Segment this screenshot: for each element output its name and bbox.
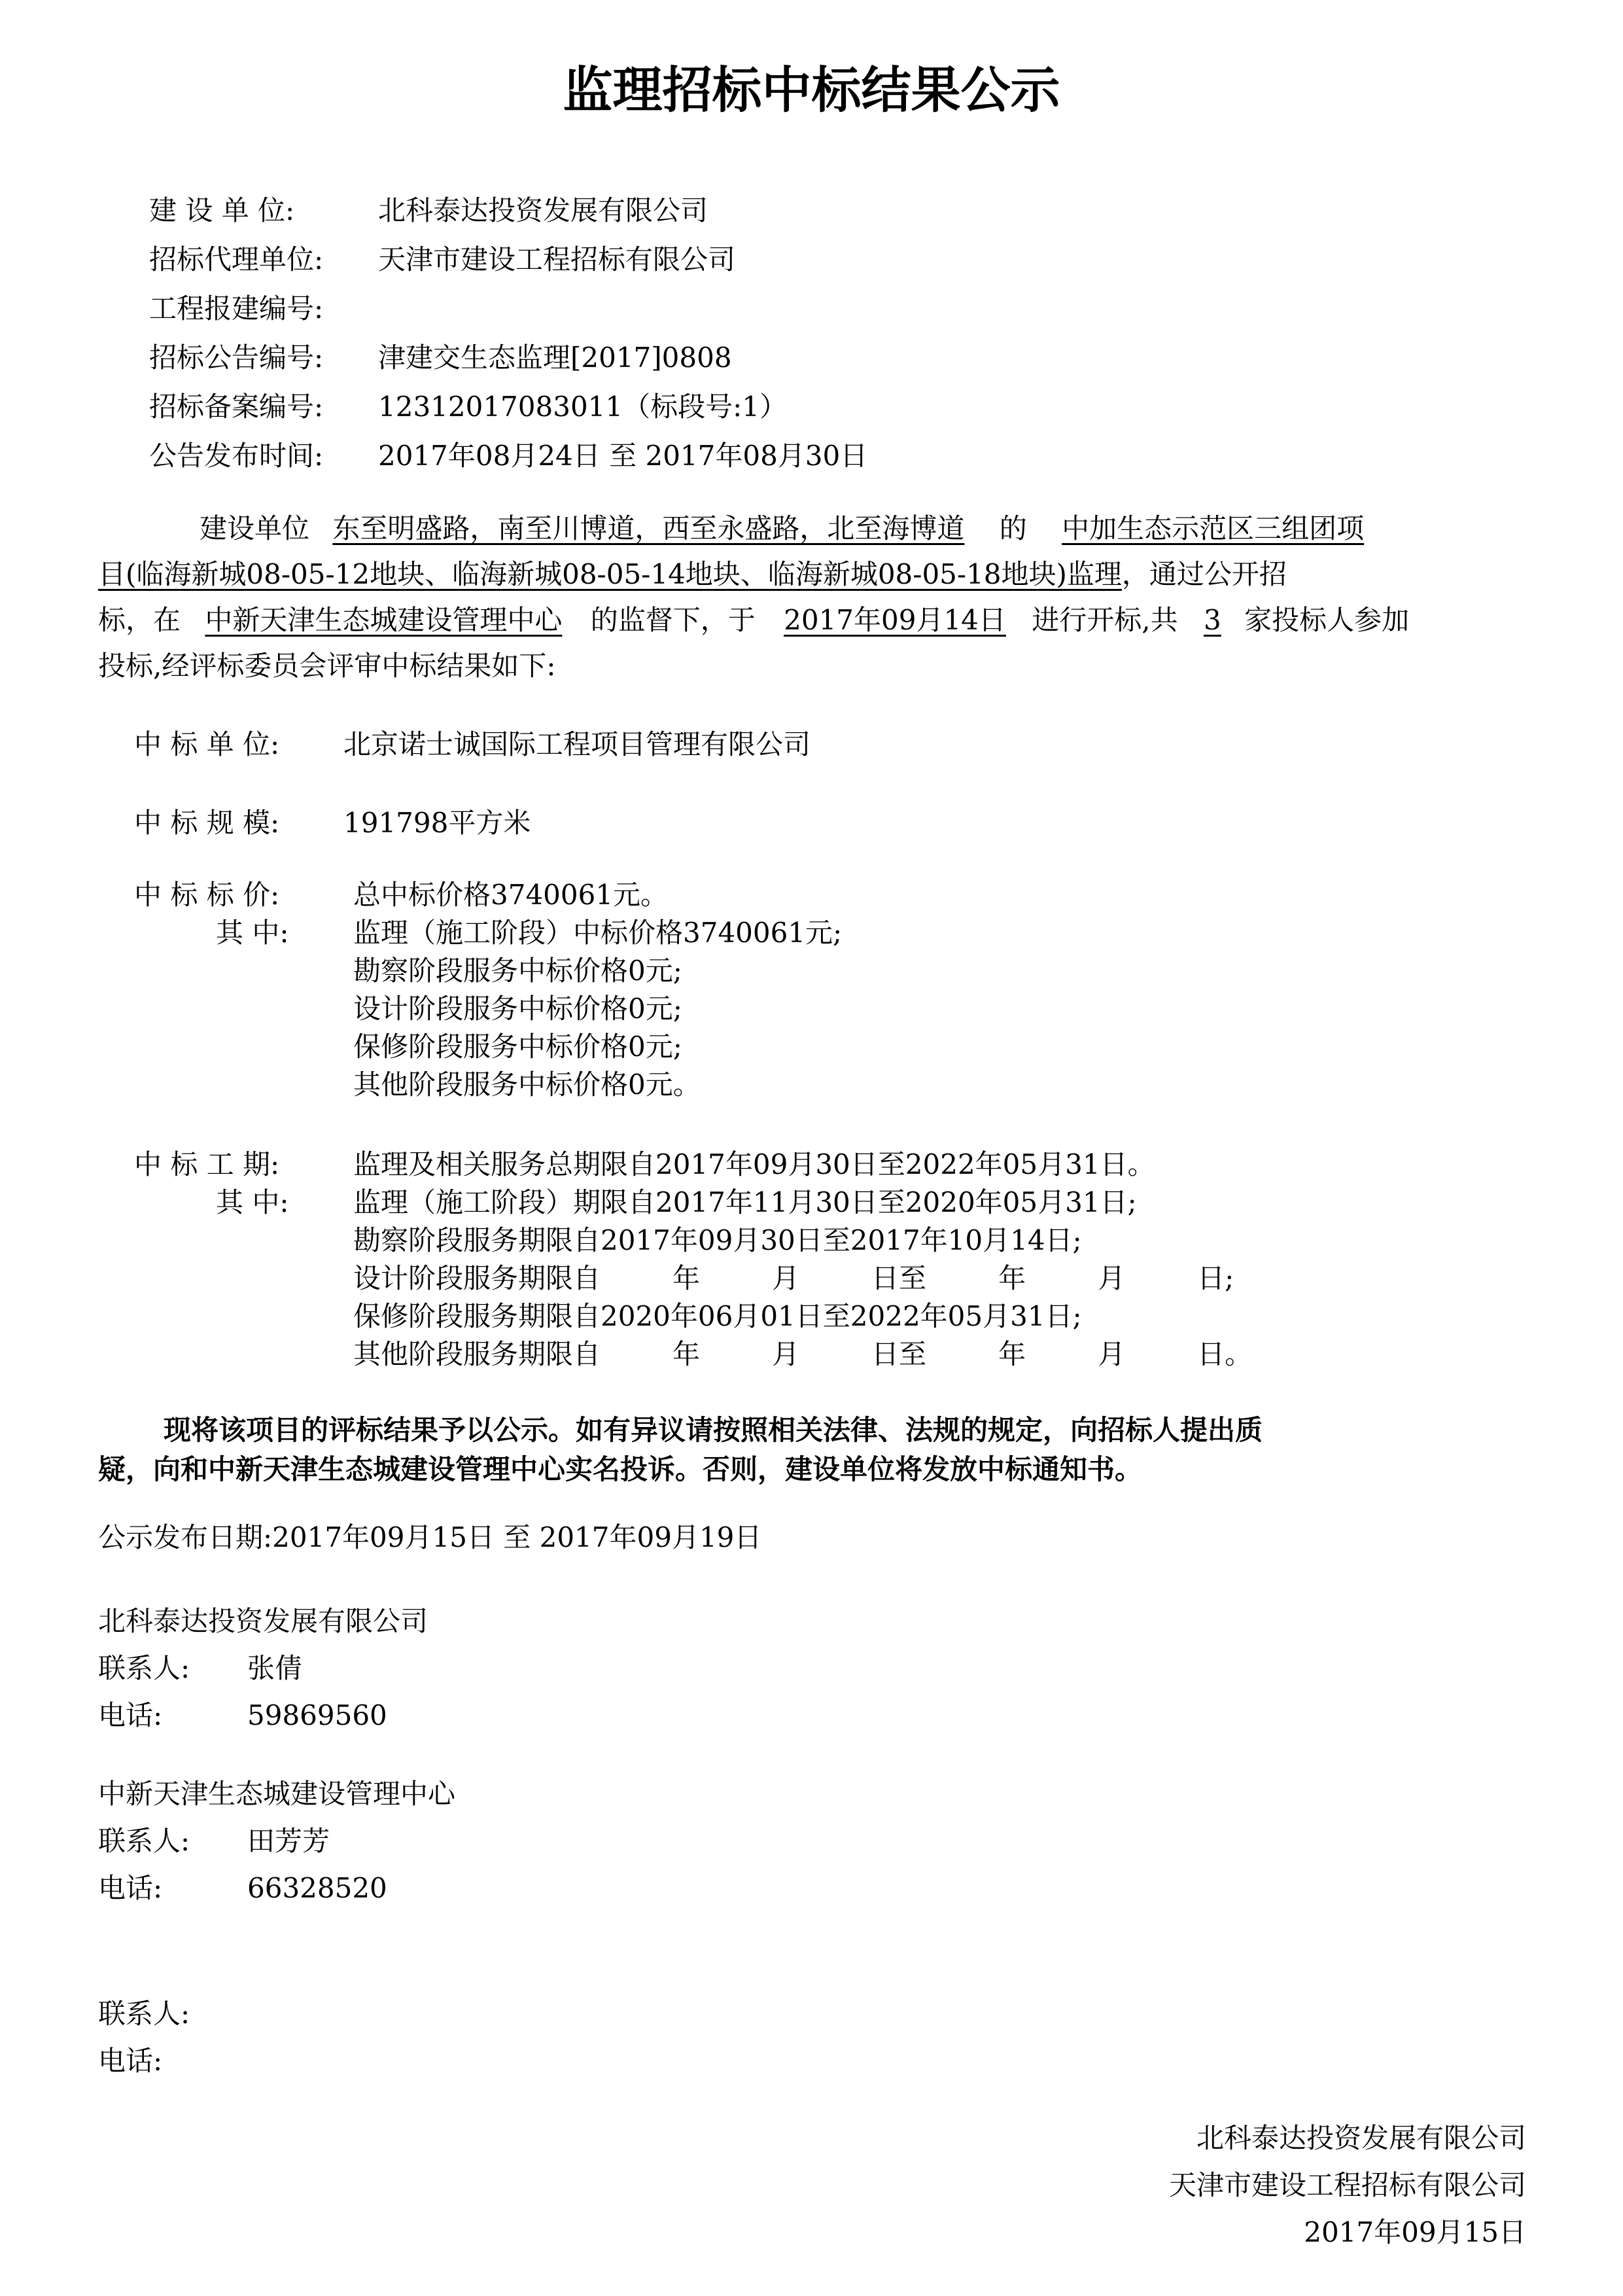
contact-person: 田芳芳 bbox=[247, 1825, 330, 1857]
contact-phone: 66328520 bbox=[247, 1872, 387, 1904]
contact-phone-label: 电话: bbox=[98, 1699, 163, 1731]
bidder-count: 3 bbox=[1203, 604, 1221, 636]
period-item: 监理（施工阶段）期限自2017年11月30日至2020年05月31日; bbox=[353, 1186, 1137, 1218]
intro-text: ，通过公开招 bbox=[1121, 558, 1287, 590]
agent-value: 天津市建设工程招标有限公司 bbox=[378, 243, 736, 275]
other-period-month: 月 bbox=[772, 1338, 800, 1370]
project-no-label: 工程报建编号: bbox=[149, 292, 324, 325]
price-item: 勘察阶段服务中标价格0元; bbox=[353, 955, 682, 987]
agent-label: 招标代理单位: bbox=[149, 243, 324, 275]
blank-contact-person-label: 联系人: bbox=[98, 1998, 190, 2030]
page-title: 监理招标中标结果公示 bbox=[563, 61, 1060, 119]
price-item: 监理（施工阶段）中标价格3740061元; bbox=[353, 917, 843, 949]
intro-text: 的监督下，于 bbox=[590, 604, 756, 636]
blank-contact-phone-label: 电话: bbox=[98, 2045, 163, 2077]
project-location: 东至明盛路，南至川博道，西至永盛路，北至海博道 bbox=[332, 512, 965, 544]
record-no-value: 12312017083011（标段号:1） bbox=[378, 391, 787, 423]
signature-org-2: 天津市建设工程招标有限公司 bbox=[1168, 2169, 1526, 2201]
intro-line-4: 投标,经评标委员会评审中标结果如下: bbox=[98, 650, 556, 682]
open-date: 2017年09月14日 bbox=[784, 604, 1006, 636]
publish-time-value: 2017年08月24日 至 2017年08月30日 bbox=[378, 440, 868, 472]
contact-person: 张倩 bbox=[247, 1652, 303, 1684]
other-period-end: 日。 bbox=[1197, 1338, 1253, 1370]
notice-line-1: 现将该项目的评标结果予以公示。如有异议请按照相关法律、法规的规定，向招标人提出质 bbox=[164, 1414, 1263, 1446]
builder-value: 北科泰达投资发展有限公司 bbox=[378, 194, 708, 226]
contact-phone: 59869560 bbox=[247, 1699, 387, 1731]
intro-line-3 bbox=[98, 602, 1409, 639]
other-period bbox=[353, 1336, 1252, 1373]
period-item: 勘察阶段服务期限自2017年09月30日至2017年10月14日; bbox=[353, 1224, 1082, 1256]
scale-value: 191798平方米 bbox=[343, 807, 531, 839]
contact-person-label: 联系人: bbox=[98, 1652, 190, 1684]
scale-label: 中 标 规 模: bbox=[134, 807, 280, 839]
supervisor-name: 中新天津生态城建设管理中心 bbox=[205, 604, 563, 636]
design-period-month2: 月 bbox=[1098, 1262, 1126, 1294]
period-sub-label: 其 中: bbox=[216, 1186, 289, 1218]
other-period-year2: 年 bbox=[998, 1338, 1026, 1370]
intro-line-1 bbox=[200, 510, 1364, 547]
project-name-cont: 目(临海新城08-05-12地块、临海新城08-05-14地块、临海新城08-05-18地块)监理 bbox=[98, 558, 1122, 590]
publish-date: 公示发布日期:2017年09月15日 至 2017年09月19日 bbox=[98, 1521, 762, 1553]
signature-org-1: 北科泰达投资发展有限公司 bbox=[1196, 2122, 1526, 2154]
record-no-label: 招标备案编号: bbox=[149, 391, 324, 423]
design-period-month: 月 bbox=[772, 1262, 800, 1294]
price-item: 其他阶段服务中标价格0元。 bbox=[353, 1069, 701, 1101]
winner-value: 北京诺士诚国际工程项目管理有限公司 bbox=[343, 728, 811, 760]
contact-phone-label: 电话: bbox=[98, 1872, 163, 1904]
price-label: 中 标 标 价: bbox=[134, 879, 280, 911]
intro-text: 的 bbox=[999, 512, 1027, 544]
design-period-end: 日; bbox=[1197, 1262, 1234, 1294]
intro-text: 家投标人参加 bbox=[1244, 604, 1410, 636]
project-name: 中加生态示范区三组团项 bbox=[1062, 512, 1365, 544]
period-label: 中 标 工 期: bbox=[134, 1148, 280, 1180]
design-period-day: 日至 bbox=[871, 1262, 927, 1294]
signature-date: 2017年09月15日 bbox=[1304, 2216, 1526, 2248]
design-period-prefix: 设计阶段服务期限自 bbox=[353, 1262, 601, 1294]
publish-time-label: 公告发布时间: bbox=[149, 440, 324, 472]
contact-org: 中新天津生态城建设管理中心 bbox=[98, 1778, 456, 1810]
notice-line-2: 疑，向和中新天津生态城建设管理中心实名投诉。否则，建设单位将发放中标通知书。 bbox=[98, 1453, 1143, 1485]
builder-label: 建 设 单 位: bbox=[149, 194, 295, 226]
notice-no-label: 招标公告编号: bbox=[149, 342, 324, 374]
price-total: 总中标价格3740061元。 bbox=[353, 879, 669, 911]
design-period-year: 年 bbox=[672, 1262, 701, 1294]
other-period-year: 年 bbox=[672, 1338, 701, 1370]
period-total: 监理及相关服务总期限自2017年09月30日至2022年05月31日。 bbox=[353, 1148, 1155, 1180]
intro-text: 进行开标,共 bbox=[1032, 604, 1178, 636]
intro-text: 建设单位 bbox=[200, 512, 310, 544]
price-item: 保修阶段服务中标价格0元; bbox=[353, 1031, 682, 1063]
price-sub-label: 其 中: bbox=[216, 917, 289, 949]
intro-text: 标，在 bbox=[98, 604, 181, 636]
design-period-year2: 年 bbox=[998, 1262, 1026, 1294]
design-period bbox=[353, 1260, 1234, 1297]
contact-org: 北科泰达投资发展有限公司 bbox=[98, 1605, 428, 1637]
price-item: 设计阶段服务中标价格0元; bbox=[353, 993, 682, 1025]
contact-person-label: 联系人: bbox=[98, 1825, 190, 1857]
notice-no-value: 津建交生态监理[2017]0808 bbox=[378, 342, 732, 374]
period-item: 保修阶段服务期限自2020年06月01日至2022年05月31日; bbox=[353, 1300, 1082, 1332]
other-period-month2: 月 bbox=[1098, 1338, 1126, 1370]
other-period-day: 日至 bbox=[871, 1338, 927, 1370]
intro-line-2 bbox=[98, 556, 1287, 593]
other-period-prefix: 其他阶段服务期限自 bbox=[353, 1338, 601, 1370]
winner-label: 中 标 单 位: bbox=[134, 728, 280, 760]
